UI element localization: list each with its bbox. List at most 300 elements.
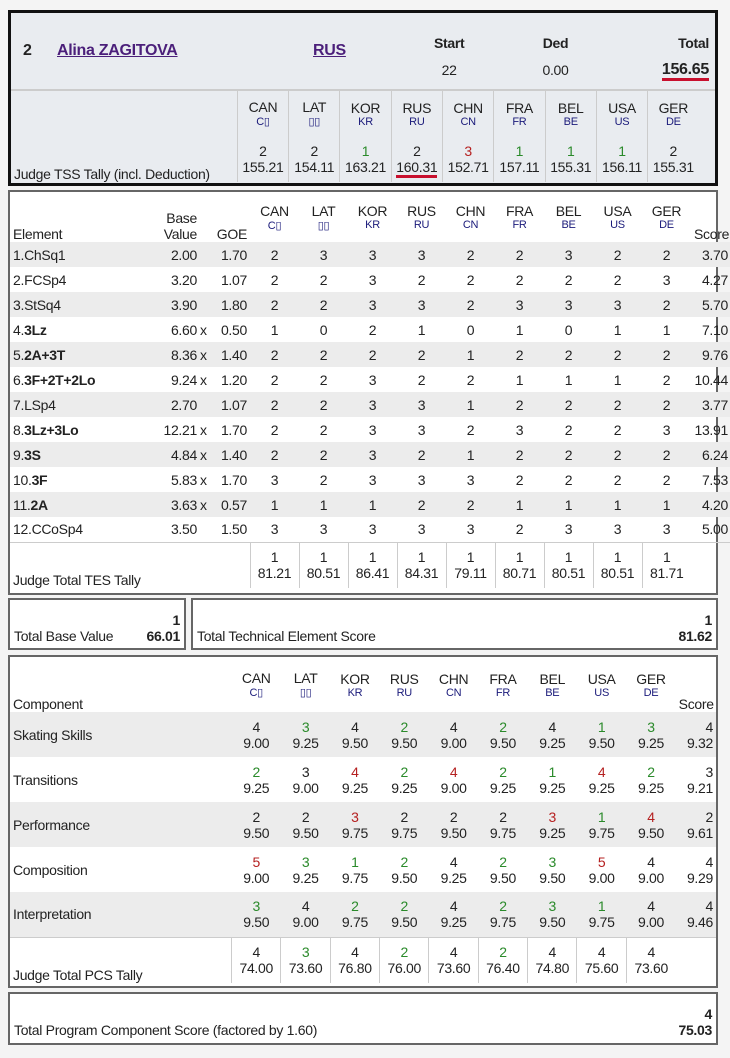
judge-header-lat: LAT ▯▯ [289,90,340,136]
goe: 1.20 [220,371,247,388]
blank [11,90,237,136]
judge-mark: 2 9.50 [243,808,270,841]
judge-header-fra: FRA FR [489,670,517,699]
judge-header-can: CAN C▯ [237,90,288,136]
element-score: 4.27 [701,271,728,288]
judge-goe: 2 [417,371,426,388]
judge-header-rus: RUS RU [391,90,442,136]
judge-goe: 2 [613,471,622,488]
skater-header [8,10,718,186]
table-row [10,847,716,892]
judge-goe: 3 [417,246,426,263]
judge-mark: 4 9.00 [637,853,665,886]
judge-goe: 2 [466,271,475,288]
pcs-total-box [8,992,718,1045]
tss-judge-value: 2 160.31 [391,136,442,182]
pcs-judge-value: 2 76.00 [380,937,429,983]
base-rank: 1 [172,612,180,628]
bonus-marker: x [200,371,207,388]
judge-goe: 2 [466,371,475,388]
table-row [11,90,715,136]
components-table [10,657,716,983]
judge-mark: 2 9.50 [391,853,418,886]
judge-header-can: CAN C▯ [260,202,289,232]
judge-mark: 4 9.25 [588,763,615,796]
judge-goe: 1 [466,446,475,463]
goe: 1.07 [220,396,247,413]
score-header: Score [694,226,730,242]
tes-label: Total Technical Element Score [197,628,376,644]
judge-goe: 1 [515,496,524,513]
table-row [10,712,716,757]
judge-goe: 3 [319,246,328,263]
base-label: Total Base Value [14,628,114,644]
element-score: 4.20 [701,496,728,513]
table-row [10,192,730,242]
element-score: 7.10 [701,321,728,338]
judge-goe: 2 [613,246,622,263]
blank [698,90,715,136]
judge-mark: 1 9.75 [588,808,615,841]
base-value: 9.24 [170,371,197,388]
judge-goe: 1 [613,496,622,513]
judge-mark: 2 9.50 [489,718,516,751]
bonus-marker [200,242,212,267]
base-value: 12.21 [163,421,197,438]
table-row [10,467,730,492]
judge-mark: 2 9.75 [489,898,516,931]
judge-goe: 3 [564,296,573,313]
judge-header-chn: CHN CN [455,203,486,231]
judge-goe: 2 [564,421,573,438]
element-name: 11.2A [13,496,48,513]
start-number: 22 [441,62,457,78]
judge-header-kor: KOR KR [340,90,391,136]
tes-judge-value: 1 84.31 [397,542,446,588]
tes-rank: 1 [704,612,712,628]
judge-mark: 3 9.25 [292,718,319,751]
table-row [10,802,716,847]
judge-goe: 2 [662,246,671,263]
judge-goe: 2 [466,296,475,313]
judge-mark: 2 9.75 [489,808,516,841]
judge-goe: 2 [515,396,524,413]
judge-header-can: CAN C▯ [241,670,271,699]
judge-goe: 2 [515,471,524,488]
judge-goe: 2 [417,446,426,463]
judge-header-lat: LAT ▯▯ [311,202,336,232]
judge-goe: 2 [564,446,573,463]
pcs-total-label: Total Program Component Score (factored by 1.60) [14,1022,318,1038]
judge-goe: 1 [662,496,671,513]
judge-goe: 3 [662,421,671,438]
judge-goe: 2 [662,296,671,313]
judge-mark: 2 9.50 [391,898,418,931]
judge-mark: 4 9.00 [440,718,467,751]
element-score: 9.76 [701,346,728,363]
blank [698,136,715,182]
skater-name-link[interactable]: Alina ZAGITOVA [57,42,178,59]
judge-goe: 3 [319,521,328,538]
pcs-judge-value: 2 76.40 [478,937,527,983]
table-row [10,492,730,517]
judge-mark: 2 9.50 [292,808,319,841]
judge-goe: 1 [466,346,475,363]
judge-goe: 2 [466,246,475,263]
judge-mark: 2 9.50 [391,718,418,751]
judge-header-kor: KOR KR [357,203,388,231]
judge-goe: 2 [270,446,279,463]
goe: 1.40 [220,446,247,463]
table-row [11,136,715,182]
judge-goe: 1 [613,371,622,388]
bonus-marker [200,292,212,317]
base-value: 4.84 [170,446,197,463]
base-value: 6.60 [170,321,197,338]
judge-goe: 2 [613,421,622,438]
total-tes-box [191,598,718,650]
judge-goe: 2 [662,471,671,488]
judge-goe: 3 [368,371,377,388]
judge-goe: 2 [613,446,622,463]
table-row [10,892,716,937]
judge-goe: 1 [270,321,279,338]
bonus-marker [200,392,212,417]
component-score: 4 9.32 [686,718,713,751]
tss-judge-value: 1 155.31 [545,136,596,182]
judge-goe: 2 [319,471,328,488]
judge-goe: 2 [270,246,279,263]
judge-mark: 2 9.50 [440,808,467,841]
table-row [10,657,716,712]
table-row [10,292,730,317]
component-score: 3 9.21 [686,763,713,796]
judge-goe: 2 [515,271,524,288]
judge-goe: 3 [564,246,573,263]
element-name: 8.3Lz+3Lo [13,421,79,438]
table-row [10,267,730,292]
judge-header-bel: BEL BE [545,90,596,136]
base-value-header: Base Value [163,210,197,242]
judge-header-usa: USA US [587,670,616,699]
element-name: 7.LSp4 [13,396,56,413]
element-score: 5.00 [701,521,728,538]
tes-tally-label: Judge Total TES Tally [13,572,141,588]
tes-judge-value: 1 81.71 [642,542,691,588]
elements-section [8,190,730,595]
base-value: 3.90 [170,296,197,313]
component-name: Composition [13,861,88,878]
judge-goe: 2 [270,346,279,363]
element-score: 3.77 [701,396,728,413]
judge-goe: 3 [564,521,573,538]
judge-goe: 3 [662,521,671,538]
total-base-box [8,598,186,650]
pcs-tally-label: Judge Total PCS Tally [13,967,143,983]
pcs-total-value: 75.03 [678,1022,712,1038]
judge-goe: 1 [466,396,475,413]
tes-judge-value: 1 79.11 [446,542,495,588]
elements-table [10,192,730,588]
judge-goe: 2 [515,346,524,363]
components-section [8,655,718,988]
total-tes-value: 81.62 [678,628,712,644]
table-row [10,937,716,983]
total-base-value: 66.01 [146,628,180,644]
judge-mark: 3 9.25 [292,853,319,886]
judge-goe: 2 [515,521,524,538]
bonus-marker: x [200,446,207,463]
tes-judge-value: 1 80.51 [544,542,593,588]
goe: 1.50 [220,521,247,538]
table-row [10,242,730,267]
element-score: 5.70 [701,296,728,313]
base-value: 3.63 [170,496,197,513]
base-value: 5.83 [170,471,197,488]
bonus-marker: x [200,346,207,363]
judge-goe: 2 [319,446,328,463]
judge-mark: 3 9.50 [539,853,566,886]
bonus-marker: x [200,421,207,438]
judge-goe: 2 [564,346,573,363]
judge-header-fra: FRA FR [494,90,545,136]
judge-mark: 3 9.50 [539,898,566,931]
judge-goe: 3 [368,446,377,463]
judge-goe: 2 [319,271,328,288]
judge-goe: 1 [417,321,426,338]
judge-goe: 2 [662,446,671,463]
goe: 0.57 [220,496,247,513]
base-value: 8.36 [170,346,197,363]
blank [691,542,730,588]
judge-goe: 2 [270,421,279,438]
judge-header-rus: RUS RU [389,670,419,699]
bonus-marker: x [200,496,207,513]
judge-mark: 3 9.25 [637,718,665,751]
judge-mark: 3 9.50 [243,898,270,931]
judge-goe: 3 [417,396,426,413]
bonus-marker: x [200,321,207,338]
judge-mark: 4 9.50 [637,808,665,841]
element-score: 3.70 [701,246,728,263]
judge-header-rus: RUS RU [407,203,436,231]
judge-goe: 2 [417,496,426,513]
table-row [10,367,730,392]
judge-goe: 3 [613,521,622,538]
component-name: Transitions [13,771,78,788]
judge-goe: 1 [368,496,377,513]
judge-mark: 4 9.25 [440,853,467,886]
table-row [10,342,730,367]
table-row [10,757,716,802]
element-name: 9.3S [13,446,41,463]
component-name: Performance [13,816,90,833]
pcs-judge-value: 4 74.80 [528,937,577,983]
nation-link[interactable]: RUS [313,42,346,59]
pcs-judge-value: 4 75.60 [577,937,626,983]
table-row [10,517,730,542]
table-row [10,442,730,467]
goe: 1.70 [220,246,247,263]
judge-header-lat: LAT ▯▯ [293,670,318,699]
judge-goe: 0 [564,321,573,338]
judge-goe: 2 [270,271,279,288]
goe: 1.80 [220,296,247,313]
rank: 2 [23,42,32,59]
table-row [10,317,730,342]
component-score: 4 9.29 [686,853,713,886]
component-name: Skating Skills [13,726,93,743]
judge-goe: 1 [319,496,328,513]
judge-goe: 0 [466,321,475,338]
judge-goe: 1 [613,321,622,338]
element-name: 4.3Lz [13,321,47,338]
judge-goe: 1 [515,371,524,388]
goe: 1.40 [220,346,247,363]
judge-goe: 3 [515,421,524,438]
judge-goe: 2 [319,371,328,388]
judge-goe: 3 [368,471,377,488]
judge-goe: 2 [564,471,573,488]
tss-judge-value: 2 155.21 [237,136,288,182]
judge-goe: 3 [466,471,475,488]
judge-mark: 4 9.25 [440,898,467,931]
judge-header-ger: GER DE [651,203,682,231]
judge-goe: 3 [417,296,426,313]
element-name: 1.ChSq1 [13,246,66,263]
judge-header-chn: CHN CN [438,670,469,699]
judge-goe: 2 [319,346,328,363]
blank [676,937,716,983]
judge-mark: 4 9.50 [341,718,368,751]
judge-goe: 2 [319,296,328,313]
judge-mark: 1 9.25 [539,763,566,796]
judge-header-kor: KOR KR [340,670,370,699]
judge-header-usa: USA US [603,203,632,231]
judge-mark: 2 9.25 [243,763,270,796]
judge-mark: 2 9.25 [489,763,516,796]
judge-goe: 3 [368,521,377,538]
judge-mark: 3 9.00 [292,763,319,796]
judge-mark: 3 9.75 [341,808,368,841]
bonus-marker: x [200,471,207,488]
judge-goe: 3 [368,271,377,288]
judge-goe: 2 [662,346,671,363]
pcs-judge-value: 4 76.80 [330,937,379,983]
judge-goe: 3 [368,246,377,263]
judge-mark: 2 9.75 [391,808,418,841]
pcs-rank: 4 [704,1006,712,1022]
tss-judge-value: 2 154.11 [289,136,340,182]
element-name: 10.3F [13,471,48,488]
goe: 0.50 [220,321,247,338]
judge-goe: 2 [368,321,377,338]
tss-judge-value: 1 163.21 [340,136,391,182]
skater-summary [11,13,715,89]
pcs-judge-value: 4 73.60 [626,937,675,983]
score-header: Score [678,696,714,712]
deductions: 0.00 [542,62,569,78]
judge-goe: 2 [417,271,426,288]
pcs-judge-value: 3 73.60 [281,937,330,983]
judge-mark: 4 9.00 [243,718,270,751]
judge-goe: 2 [270,296,279,313]
element-name: 2.FCSp4 [13,271,67,288]
base-value: 3.20 [170,271,197,288]
tes-judge-value: 1 80.51 [299,542,348,588]
judge-header-bel: BEL BE [555,203,582,231]
judge-header-ger: GER DE [648,90,699,136]
tes-judge-value: 1 80.51 [593,542,642,588]
judge-goe: 2 [613,346,622,363]
goe: 1.70 [220,471,247,488]
judge-goe: 3 [368,396,377,413]
tes-judge-value: 1 80.71 [495,542,544,588]
table-row [10,417,730,442]
judge-goe: 3 [417,471,426,488]
bonus-marker [200,267,212,292]
judge-mark: 4 9.00 [292,898,319,931]
element-name: 12.CCoSp4 [13,521,83,538]
judge-goe: 2 [613,271,622,288]
judge-goe: 3 [368,421,377,438]
judge-header-chn: CHN CN [442,90,493,136]
judge-goe: 2 [564,271,573,288]
table-row [10,392,730,417]
judge-goe: 2 [466,496,475,513]
judge-mark: 1 9.75 [341,853,368,886]
judge-goe: 2 [270,396,279,413]
judge-goe: 3 [662,271,671,288]
judge-goe: 2 [466,421,475,438]
judge-goe: 2 [368,346,377,363]
element-score: 13.91 [694,421,728,438]
judge-mark: 2 9.25 [391,763,418,796]
component-score: 2 9.61 [686,808,713,841]
judge-mark: 4 9.25 [539,718,566,751]
judge-goe: 2 [319,396,328,413]
judge-header-bel: BEL BE [539,670,566,699]
goe: 1.70 [220,421,247,438]
start-label: Start [433,35,465,51]
pcs-judge-value: 4 74.00 [232,937,281,983]
judge-mark: 2 9.25 [637,763,665,796]
judge-goe: 2 [515,446,524,463]
tss-judge-value: 1 157.11 [494,136,545,182]
goe: 1.07 [220,271,247,288]
tss-judge-value: 1 156.11 [596,136,647,182]
judge-goe: 2 [515,246,524,263]
judge-goe: 1 [564,371,573,388]
element-score: 10.44 [694,371,728,388]
element-score: 7.53 [701,471,728,488]
judge-goe: 3 [270,521,279,538]
tss-label: Judge TSS Tally (incl. Deduction) [14,166,210,182]
judge-mark: 3 9.25 [539,808,566,841]
judge-mark: 5 9.00 [588,853,615,886]
judge-mark: 2 9.75 [341,898,368,931]
judge-header-fra: FRA FR [505,203,534,231]
judge-goe: 2 [564,396,573,413]
judge-goe: 0 [319,321,328,338]
judge-goe: 1 [662,321,671,338]
table-row [10,542,730,588]
element-name: 3.StSq4 [13,296,61,313]
ded-label: Ded [542,35,569,51]
judge-goe: 3 [466,521,475,538]
judge-goe: 3 [613,296,622,313]
element-score: 6.24 [701,446,728,463]
